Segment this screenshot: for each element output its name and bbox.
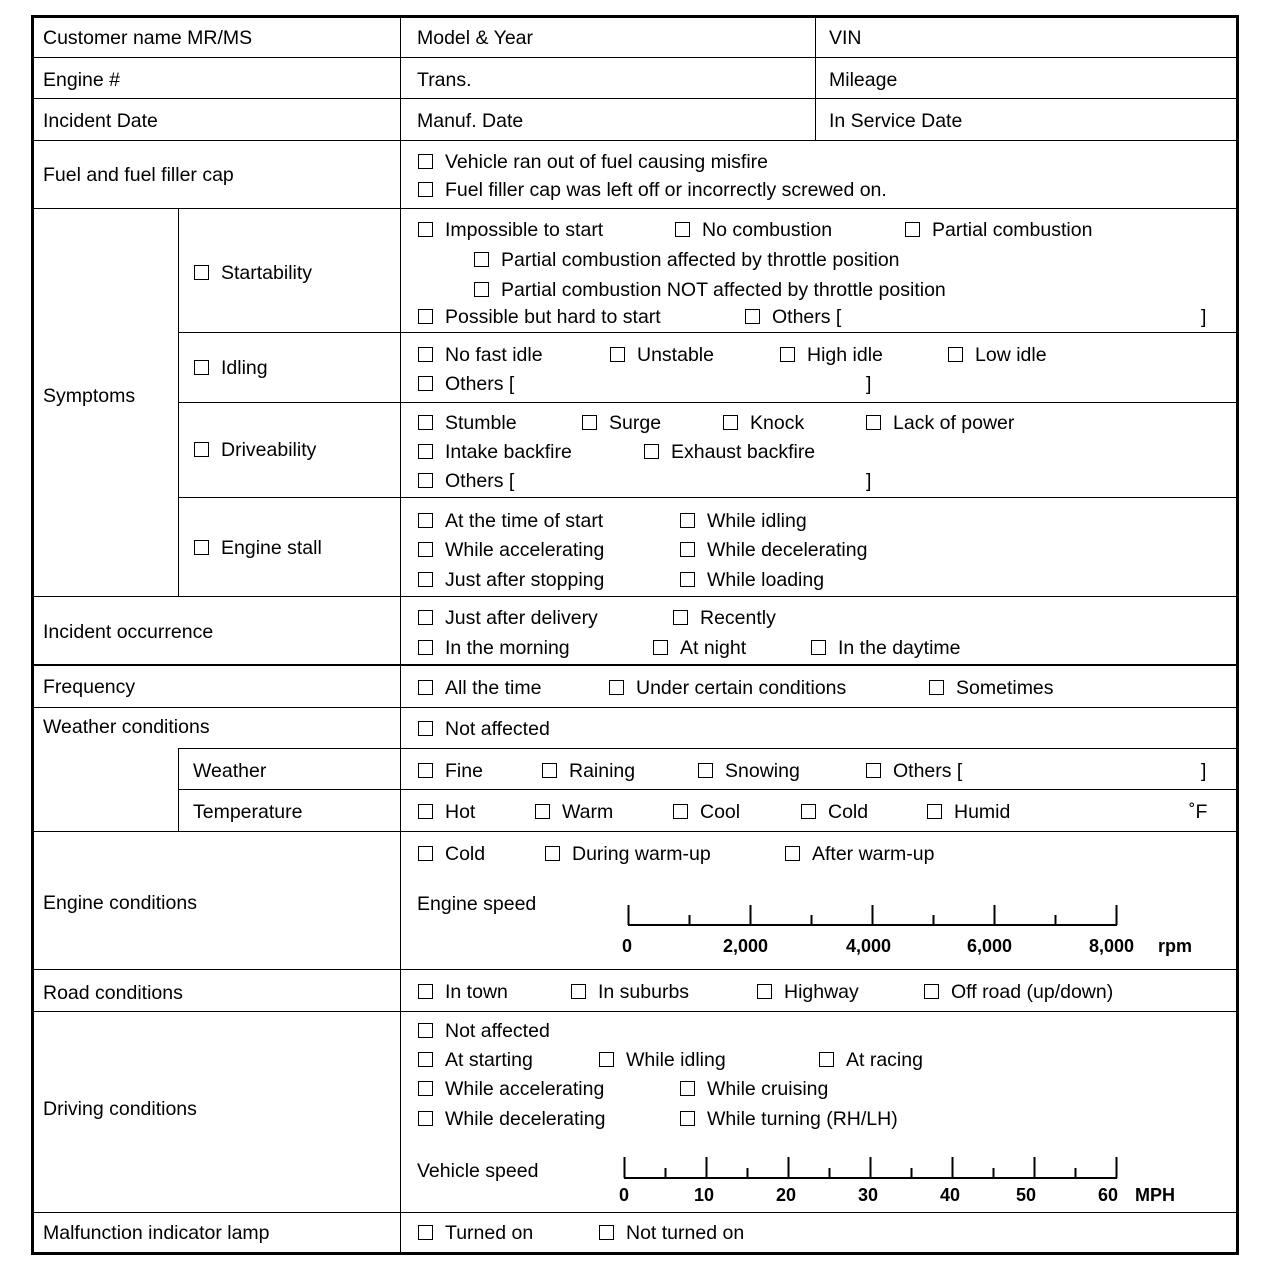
bracket-close: ] bbox=[866, 373, 872, 395]
option-no-combustion[interactable]: No combustion bbox=[675, 219, 832, 241]
option-snowing[interactable]: Snowing bbox=[698, 760, 800, 782]
mil-label: Malfunction indicator lamp bbox=[43, 1222, 270, 1244]
option-during-warm-up[interactable]: During warm-up bbox=[545, 843, 711, 865]
option-impossible-to-start[interactable]: Impossible to start bbox=[418, 219, 603, 241]
option-weather-others[interactable]: Others [ bbox=[866, 760, 962, 782]
option-driving-not-affected[interactable]: Not affected bbox=[418, 1020, 550, 1042]
engine-tick-label: 4,000 bbox=[846, 936, 892, 956]
incident-occurrence-label: Incident occurrence bbox=[43, 621, 214, 643]
option-in-suburbs[interactable]: In suburbs bbox=[571, 981, 689, 1003]
vehicle-speed-unit: MPH bbox=[1135, 1185, 1175, 1205]
trans-label: Trans. bbox=[417, 69, 472, 91]
option-at-racing[interactable]: At racing bbox=[819, 1049, 923, 1071]
engine-stall-checkbox[interactable]: Engine stall bbox=[194, 537, 322, 559]
option-hot[interactable]: Hot bbox=[418, 801, 475, 823]
temperature-unit: ˚F bbox=[1189, 801, 1208, 823]
option-under-certain-conditions[interactable]: Under certain conditions bbox=[609, 677, 846, 699]
option-driving-while-accelerating[interactable]: While accelerating bbox=[418, 1078, 604, 1100]
vehicle-tick-label: 50 bbox=[1016, 1185, 1037, 1205]
vehicle-tick-label: 20 bbox=[776, 1185, 797, 1205]
option-weather-not-affected[interactable]: Not affected bbox=[418, 718, 550, 740]
option-recently[interactable]: Recently bbox=[673, 607, 776, 629]
option-partial-not-affected[interactable]: Partial combustion NOT affected by throttle position bbox=[474, 279, 946, 301]
option-humid[interactable]: Humid bbox=[927, 801, 1010, 823]
fuel-label: Fuel and fuel filler cap bbox=[43, 164, 234, 186]
checkbox[interactable] bbox=[418, 1023, 433, 1038]
option-stall-while-idling[interactable]: While idling bbox=[680, 510, 807, 532]
option-high-idle[interactable]: High idle bbox=[780, 344, 883, 366]
checkbox[interactable] bbox=[599, 1225, 614, 1240]
mileage-label: Mileage bbox=[829, 69, 898, 91]
checkbox[interactable] bbox=[924, 984, 939, 999]
option-no-fast-idle[interactable]: No fast idle bbox=[418, 344, 543, 366]
vehicle-tick-label: 30 bbox=[858, 1185, 879, 1205]
engine-conditions-label: Engine conditions bbox=[43, 892, 197, 914]
bracket-close: ] bbox=[1201, 760, 1207, 782]
option-after-warm-up[interactable]: After warm-up bbox=[785, 843, 934, 865]
engine-number-label: Engine # bbox=[43, 69, 120, 91]
vehicle-tick-label: 0 bbox=[619, 1185, 630, 1205]
checkbox[interactable] bbox=[418, 1052, 433, 1067]
option-in-town[interactable]: In town bbox=[418, 981, 508, 1003]
customer-name-label: Customer name MR/MS bbox=[43, 27, 253, 49]
frequency-label: Frequency bbox=[43, 676, 136, 698]
option-engine-cold[interactable]: Cold bbox=[418, 843, 485, 865]
engine-speed-ticks bbox=[629, 905, 1117, 925]
weather-sub-label: Weather bbox=[193, 760, 267, 782]
engine-tick-label: 0 bbox=[622, 936, 633, 956]
option-unstable[interactable]: Unstable bbox=[610, 344, 714, 366]
vehicle-speed-label: Vehicle speed bbox=[417, 1160, 539, 1182]
vehicle-tick-label: 60 bbox=[1098, 1185, 1119, 1205]
option-off-road[interactable]: Off road (up/down) bbox=[924, 981, 1113, 1003]
option-all-the-time[interactable]: All the time bbox=[418, 677, 541, 699]
option-while-cruising[interactable]: While cruising bbox=[680, 1078, 828, 1100]
checkbox[interactable] bbox=[571, 984, 586, 999]
option-stumble[interactable]: Stumble bbox=[418, 412, 517, 434]
engine-tick-label: 6,000 bbox=[967, 936, 1013, 956]
option-sometimes[interactable]: Sometimes bbox=[929, 677, 1054, 699]
in-service-date-label: In Service Date bbox=[829, 110, 963, 132]
startability-checkbox[interactable]: Startability bbox=[194, 262, 312, 284]
option-driving-while-decelerating[interactable]: While decelerating bbox=[418, 1108, 605, 1130]
fuel-option-filler-cap[interactable]: Fuel filler cap was left off or incorrectly screwed on. bbox=[418, 179, 887, 201]
bracket-close: ] bbox=[1201, 306, 1207, 328]
checkbox[interactable] bbox=[680, 1111, 695, 1126]
option-cool[interactable]: Cool bbox=[673, 801, 740, 823]
option-at-night[interactable]: At night bbox=[653, 637, 746, 659]
incident-date-label: Incident Date bbox=[43, 110, 158, 132]
road-conditions-label: Road conditions bbox=[43, 982, 183, 1004]
option-startability-others[interactable]: Others [ bbox=[745, 306, 841, 328]
option-at-start[interactable]: At the time of start bbox=[418, 510, 603, 532]
symptoms-label: Symptoms bbox=[43, 385, 136, 407]
option-idling-others[interactable]: Others [ bbox=[418, 373, 514, 395]
vehicle-tick-label: 10 bbox=[694, 1185, 715, 1205]
engine-tick-label: 8,000 bbox=[1089, 936, 1135, 956]
option-intake-backfire[interactable]: Intake backfire bbox=[418, 441, 572, 463]
option-knock[interactable]: Knock bbox=[723, 412, 804, 434]
checkbox[interactable] bbox=[418, 1111, 433, 1126]
option-just-after-delivery[interactable]: Just after delivery bbox=[418, 607, 598, 629]
option-in-the-morning[interactable]: In the morning bbox=[418, 637, 570, 659]
option-partial-affected[interactable]: Partial combustion affected by throttle position bbox=[474, 249, 900, 271]
option-in-the-daytime[interactable]: In the daytime bbox=[811, 637, 960, 659]
option-not-turned-on[interactable]: Not turned on bbox=[599, 1222, 744, 1244]
option-stall-while-accelerating[interactable]: While accelerating bbox=[418, 539, 604, 561]
option-just-after-stopping[interactable]: Just after stopping bbox=[418, 569, 604, 591]
weather-conditions-label: Weather conditions bbox=[43, 716, 210, 738]
option-low-idle[interactable]: Low idle bbox=[948, 344, 1047, 366]
engine-speed-label: Engine speed bbox=[417, 893, 537, 915]
option-exhaust-backfire[interactable]: Exhaust backfire bbox=[644, 441, 815, 463]
model-year-label: Model & Year bbox=[417, 27, 534, 49]
option-while-loading[interactable]: While loading bbox=[680, 569, 824, 591]
driveability-checkbox[interactable]: Driveability bbox=[194, 439, 316, 461]
manuf-date-label: Manuf. Date bbox=[417, 110, 524, 132]
option-hard-to-start[interactable]: Possible but hard to start bbox=[418, 306, 661, 328]
checkbox[interactable] bbox=[418, 984, 433, 999]
vehicle-speed-ticks bbox=[625, 1157, 1117, 1178]
option-raining[interactable]: Raining bbox=[542, 760, 635, 782]
driving-conditions-label: Driving conditions bbox=[43, 1098, 197, 1120]
checkbox[interactable] bbox=[757, 984, 772, 999]
checkbox[interactable] bbox=[418, 1081, 433, 1096]
vehicle-tick-label: 40 bbox=[940, 1185, 961, 1205]
option-highway[interactable]: Highway bbox=[757, 981, 859, 1003]
option-stall-while-decelerating[interactable]: While decelerating bbox=[680, 539, 867, 561]
option-turned-on[interactable]: Turned on bbox=[418, 1222, 533, 1244]
fuel-option-out-of-fuel[interactable]: Vehicle ran out of fuel causing misfire bbox=[418, 151, 768, 173]
option-warm[interactable]: Warm bbox=[535, 801, 613, 823]
engine-tick-label: 2,000 bbox=[723, 936, 769, 956]
bracket-close: ] bbox=[866, 470, 872, 492]
checkbox[interactable] bbox=[599, 1052, 614, 1067]
option-driving-while-idling[interactable]: While idling bbox=[599, 1049, 726, 1071]
engine-speed-unit: rpm bbox=[1158, 936, 1193, 956]
checkbox[interactable] bbox=[819, 1052, 834, 1067]
option-cold[interactable]: Cold bbox=[801, 801, 868, 823]
temperature-label: Temperature bbox=[193, 801, 303, 823]
option-while-turning[interactable]: While turning (RH/LH) bbox=[680, 1108, 898, 1130]
option-surge[interactable]: Surge bbox=[582, 412, 661, 434]
option-lack-of-power[interactable]: Lack of power bbox=[866, 412, 1014, 434]
idling-checkbox[interactable]: Idling bbox=[194, 357, 268, 379]
option-fine[interactable]: Fine bbox=[418, 760, 483, 782]
checkbox[interactable] bbox=[418, 1225, 433, 1240]
checkbox[interactable] bbox=[680, 1081, 695, 1096]
option-at-starting[interactable]: At starting bbox=[418, 1049, 533, 1071]
vin-label: VIN bbox=[829, 27, 862, 49]
option-partial-combustion[interactable]: Partial combustion bbox=[905, 219, 1092, 241]
option-driveability-others[interactable]: Others [ bbox=[418, 470, 514, 492]
